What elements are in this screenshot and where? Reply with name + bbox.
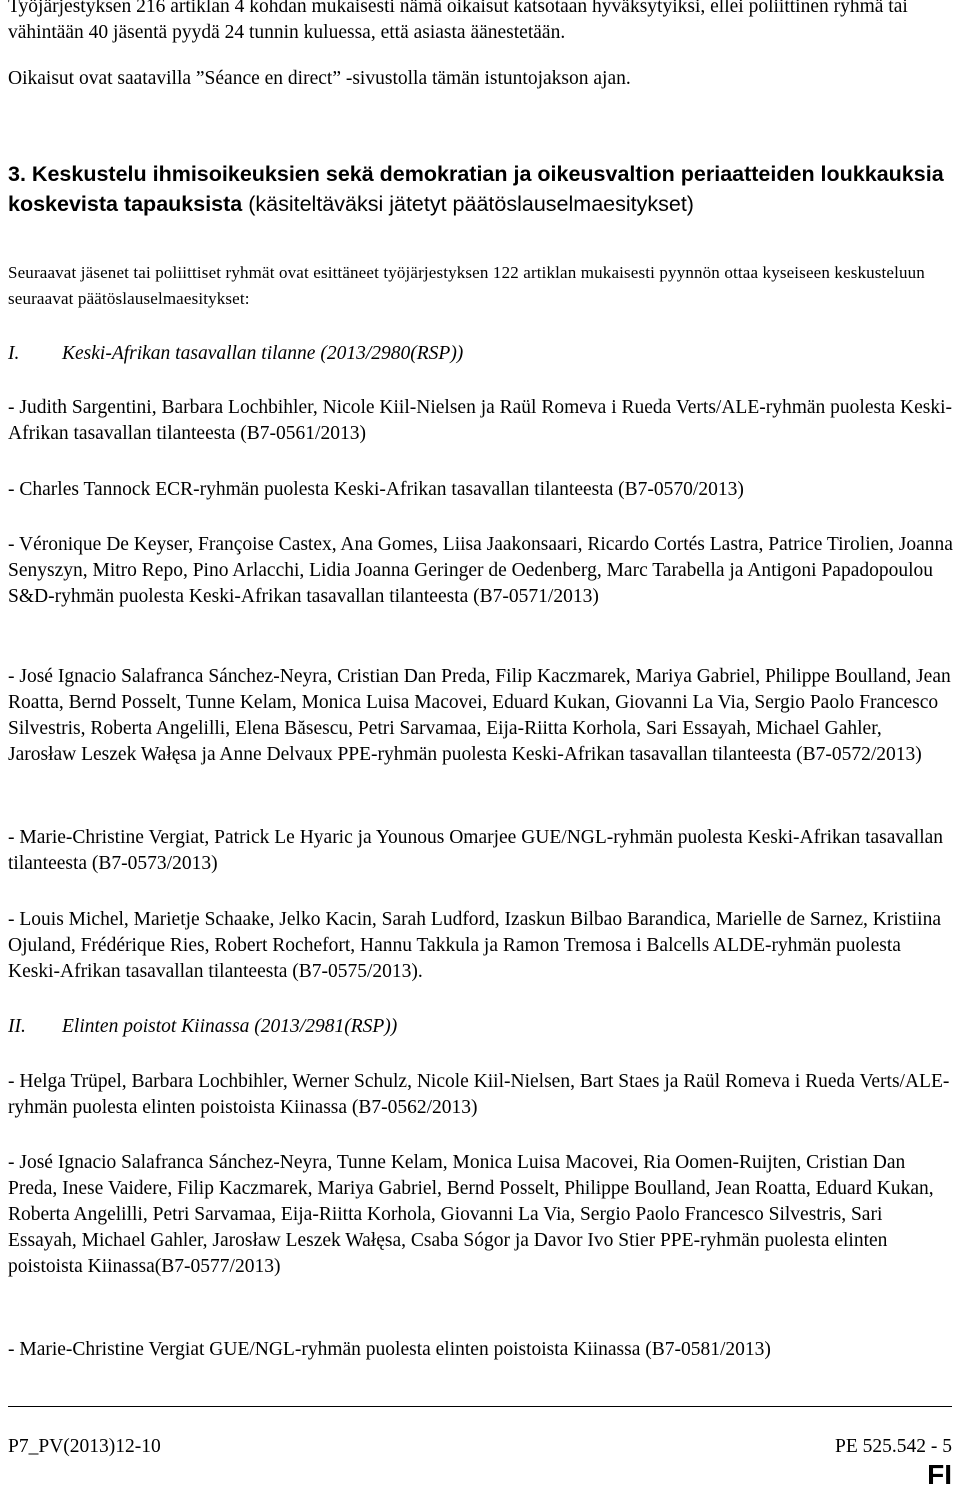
section-heading — [8, 159, 953, 219]
heading-normal-text: (käsiteltäväksi jätetyt päätöslauselmaesitykset) — [248, 192, 694, 216]
section-numeral: I. — [8, 343, 20, 364]
list-item: - José Ignacio Salafranca Sánchez-Neyra, Cristian Dan Preda, Filip Kaczmarek, Mariya Gabriel, Philippe Boulland, Jean Roatta, Bernd Posselt, Tunne Kelam, Monica Luisa Macovei, Eduard Kukan, Giovanni La Via, Sergio Paolo Francesco Silvestris, Roberta Angelilli, Elena Băsescu, Petri Sarvamaa, Eija-Riitta Korhola, Sari Essayah, Michael Gahler, Jarosław Leszek Wałęsa ja Anne Delvaux PPE-ryhmän puolesta Keski-Afrikan tasavallan tilanteesta (B7-0572/2013) — [8, 666, 951, 765]
section-title-1 — [8, 341, 463, 367]
list-item: - Marie-Christine Vergiat GUE/NGL-ryhmän puolesta elinten poistoista Kiinassa (B7-0581/2013) — [8, 1339, 771, 1360]
footer-page-reference: PE 525.542 - 5 — [835, 1436, 952, 1457]
list-item: - Véronique De Keyser, Françoise Castex, Ana Gomes, Liisa Jaakonsaari, Ricardo Cortés Lastra, Patrice Tirolien, Joanna Senyszyn, Mitro Repo, Pino Arlacchi, Lidia Joanna Geringer de Oedenberg, Marc Tarabella ja Antigoni Papadopoulou S&D-ryhmän puolesta Keski-Afrikan tasavallan tilanteesta (B7-0571/2013) — [8, 534, 953, 607]
heading-number: 3. — [8, 162, 26, 186]
section-title-2 — [8, 1014, 397, 1040]
intro-block — [8, 0, 948, 92]
footer-document-reference: P7_PV(2013)12-10 — [8, 1436, 161, 1457]
list-item: - Helga Trüpel, Barbara Lochbihler, Werner Schulz, Nicole Kiil-Nielsen, Bart Staes ja Raül Romeva i Rueda Verts/ALE-ryhmän puolesta elinten poistoista Kiinassa (B7-0562/2013) — [8, 1071, 950, 1118]
intro-paragraph-1: Työjärjestyksen 216 artiklan 4 kohdan mukaisesti nämä oikaisut katsotaan hyväksytyiksi, ellei poliittinen ryhmä tai vähintään 40 jäsentä pyydä 24 tunnin kuluessa, että asiasta äänestetään. — [8, 0, 908, 43]
footer-language-code: FI — [927, 1459, 952, 1490]
heading-bold-text: Keskustelu ihmisoikeuksien sekä demokratian ja oikeusvaltion periaatteiden loukkauksia koskevista tapauksista — [8, 162, 944, 216]
footer-rule — [8, 1406, 952, 1409]
section-title-text: Elinten poistot Kiinassa (2013/2981(RSP)) — [62, 1016, 398, 1037]
lead-paragraph: Seuraavat jäsenet tai poliittiset ryhmät ovat esittäneet työjärjestyksen 122 artiklan mukaisesti pyynnön ottaa kyseiseen keskusteluun seuraavat päätöslauselmaesitykset: — [8, 263, 925, 308]
list-item: - Louis Michel, Marietje Schaake, Jelko Kacin, Sarah Ludford, Izaskun Bilbao Barandica, Marielle de Sarnez, Kristiina Ojuland, Frédérique Ries, Robert Rochefort, Hannu Takkula ja Ramon Tremosa i Balcells ALDE-ryhmän puolesta Keski-Afrikan tasavallan tilanteesta (B7-0575/2013). — [8, 909, 941, 982]
section-numeral: II. — [8, 1016, 26, 1037]
list-item: - Marie-Christine Vergiat, Patrick Le Hyaric ja Younous Omarjee GUE/NGL-ryhmän puolesta Keski-Afrikan tasavallan tilanteesta (B7-0573/2013) — [8, 827, 944, 874]
list-item: - Judith Sargentini, Barbara Lochbihler, Nicole Kiil-Nielsen ja Raül Romeva i Rueda Verts/ALE-ryhmän puolesta Keski-Afrikan tasavallan tilanteesta (B7-0561/2013) — [8, 397, 953, 444]
intro-paragraph-2: Oikaisut ovat saatavilla ”Séance en direct” -sivustolla tämän istuntojakson ajan. — [8, 68, 631, 89]
list-item: - Charles Tannock ECR-ryhmän puolesta Keski-Afrikan tasavallan tilanteesta (B7-0570/2013) — [8, 479, 744, 500]
section-title-text: Keski-Afrikan tasavallan tilanne (2013/2980(RSP)) — [62, 343, 464, 364]
list-item: - José Ignacio Salafranca Sánchez-Neyra, Tunne Kelam, Monica Luisa Macovei, Ria Oomen-Ruijten, Cristian Dan Preda, Inese Vaidere, Filip Kaczmarek, Mariya Gabriel, Bernd Posselt, Philippe Boulland, Jean Roatta, Eduard Kukan, Roberta Angelilli, Petri Sarvamaa, Eija-Riitta Korhola, Giovanni La Via, Sergio Paolo Francesco Silvestris, Sari Essayah, Michael Gahler, Jarosław Leszek Wałęsa, Csaba Sógor ja Davor Ivo Stier PPE-ryhmän puolesta elinten poistoista Kiinassa(B7-0577/2013) — [8, 1152, 934, 1277]
